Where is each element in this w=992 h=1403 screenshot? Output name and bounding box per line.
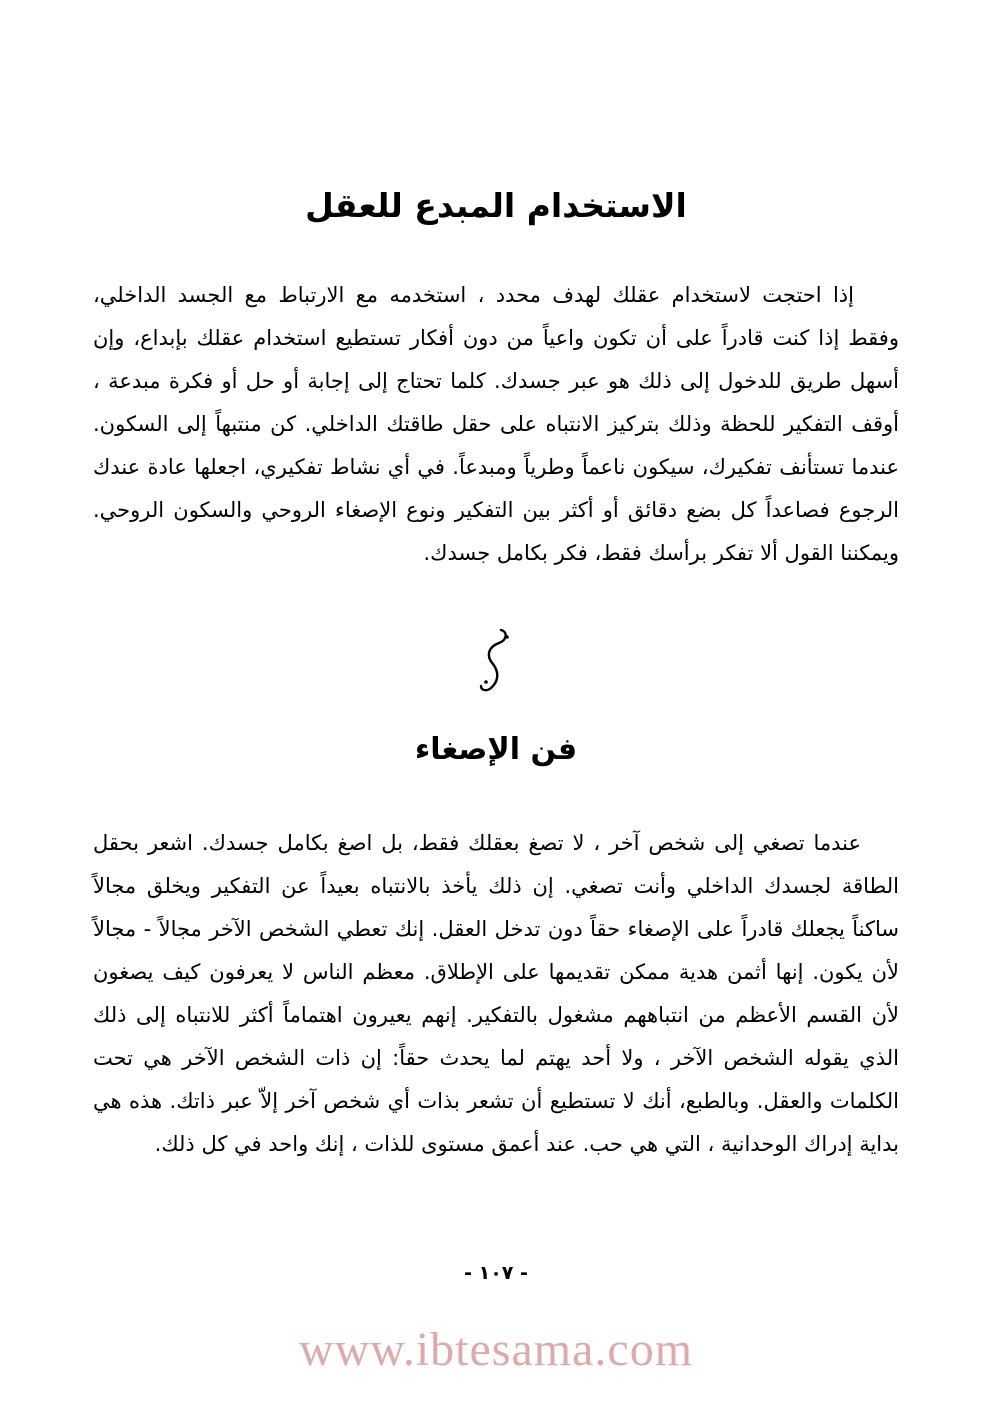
watermark: www.ibtesama.com bbox=[298, 1323, 694, 1376]
section-divider bbox=[0, 626, 992, 704]
section1-paragraph: إذا احتجت لاستخدام عقلك لهدف محدد ، استخدمه مع الارتباط مع الجسد الداخلي، وفقط إذا كنت قادراً على أن تكون واعياً من دون أفكار تستطيع استخدام عقلك بإبداع، وإن أسهل طريق للدخول إلى ذلك هو عبر جسدك. كلما تحتاج إلى إجابة أو حل أو فكرة مبدعة ، أوقف التفكير للحظة وذلك بتركيز الانتباه على حقل طاقتك الداخلي. كن منتبهاً إلى السكون. عندما تستأنف تفكيرك، سيكون ناعماً وطرياً ومبدعاً. في أي نشاط تفكيري، اجعلها عادة عندك الرجوع فصاعداً كل بضع دقائق أو أكثر بين التفكير ونوع الإصغاء الروحي والسكون الروحي. ويمكننا القول ألا تفكر برأسك فقط، فكر بكامل جسدك. bbox=[93, 283, 899, 565]
section-heading: فن الإصغاء bbox=[414, 732, 578, 767]
page-number: - ١٠٧ - bbox=[464, 1262, 528, 1284]
squiggle-ornament-icon bbox=[478, 685, 514, 704]
section2-paragraph: عندما تصغي إلى شخص آخر ، لا تصغ بعقلك فقط، بل اصغ بكامل جسدك. اشعر بحقل الطاقة لجسدك الداخلي وأنت تصغي. إن ذلك يأخذ بالانتباه بعيداً عن التفكير ويخلق مجالاً ساكناً يجعلك قادراً على الإصغاء حقاً دون تدخل العقل. إنك تعطي الشخص الآخر مجالاً - مجالاً لأن يكون. إنها أثمن هدية ممكن تقديمها على الإطلاق. معظم الناس لا يعرفون كيف يصغون لأن القسم الأعظم من انتباههم مشغول بالتفكير. إنهم يعيرون اهتماماً أكثر للانتباه إلى ذلك الذي يقوله الشخص الآخر ، ولا أحد يهتم لما يحدث حقاً: إن ذات الشخص الآخر هي تحت الكلمات والعقل. وبالطبع، أنك لا تستطيع أن تشعر بذات أي شخص آخر إلاّ عبر ذاتك. هذه هي بداية إدراك الوحدانية ، التي هي حب. عند أعمق مستوى للذات ، إنك واحد في كل ذلك. bbox=[93, 831, 899, 1156]
chapter-title: الاستخدام المبدع للعقل bbox=[305, 186, 687, 225]
